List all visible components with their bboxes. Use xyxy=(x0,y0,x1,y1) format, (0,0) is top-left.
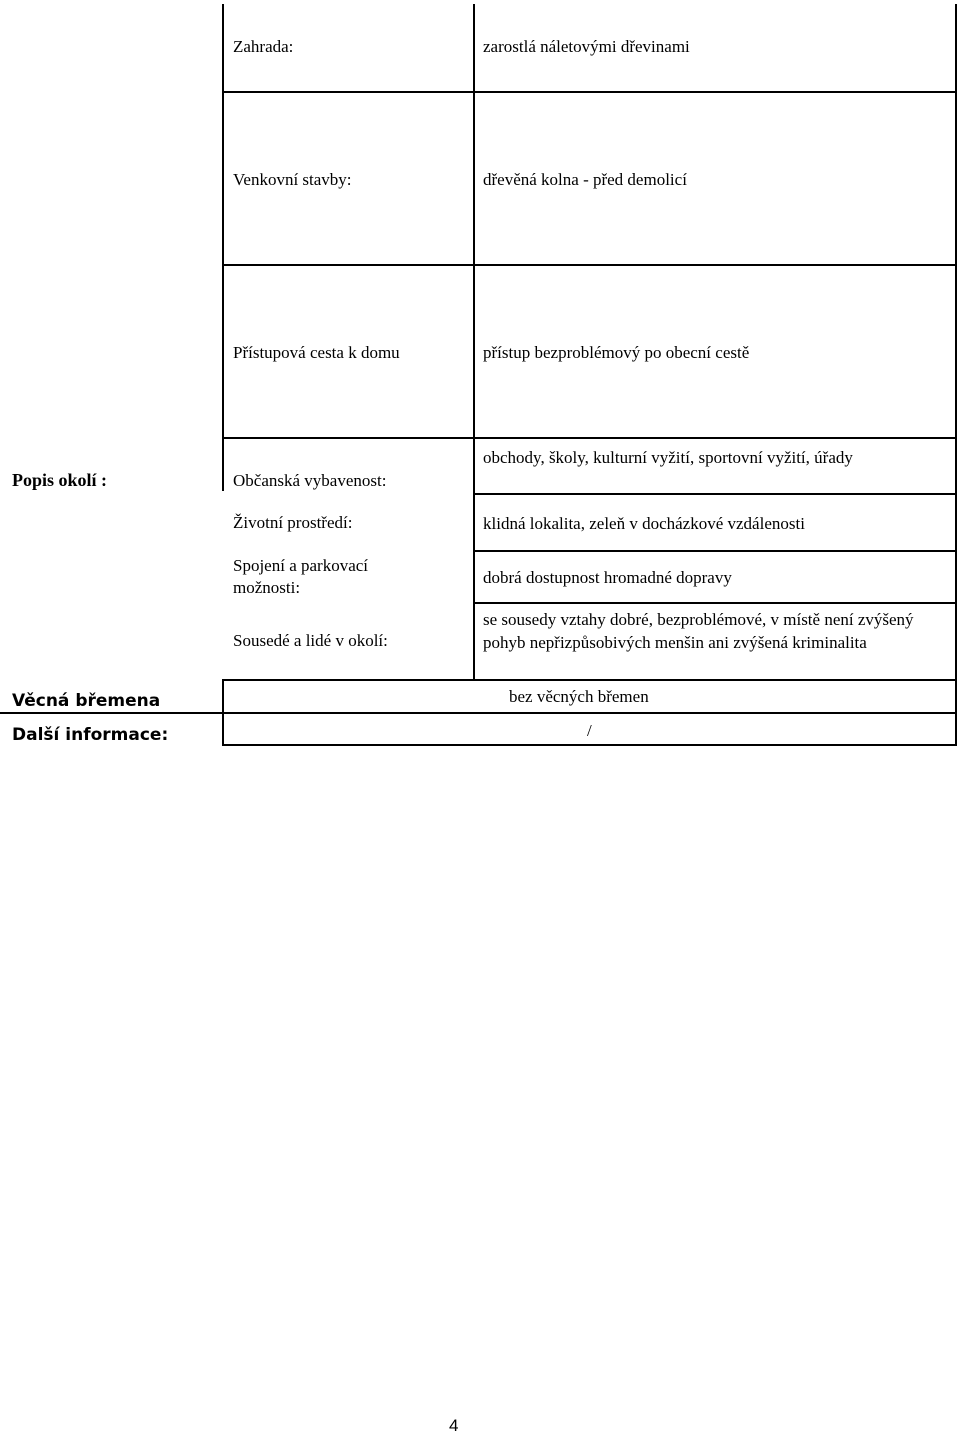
table-border-left xyxy=(222,4,224,438)
row-divider-3 xyxy=(222,437,957,439)
civic-amenities-value: obchody, školy, kulturní vyžití, sportovní vyžití, úřady xyxy=(483,448,853,467)
transport-parking-value: dobrá dostupnost hromadné dopravy xyxy=(483,568,732,587)
surroundings-value-left xyxy=(473,439,475,679)
neighbours-label: Sousedé a lidé v okolí: xyxy=(233,631,388,650)
easements-value: bez věcných břemen xyxy=(509,687,649,706)
surroundings-label-divider xyxy=(222,439,224,491)
civic-amenities-label: Občanská vybavenost: xyxy=(233,471,387,490)
row-divider-2 xyxy=(222,264,957,266)
table-border-right xyxy=(955,4,957,746)
table-border-middle xyxy=(473,4,475,438)
garden-label: Zahrada: xyxy=(233,37,294,56)
outbuildings-label: Venkovní stavby: xyxy=(233,170,352,189)
surroundings-divider-2 xyxy=(473,550,957,552)
access-road-value: přístup bezproblémový po obecní cestě xyxy=(483,343,750,362)
other-info-value: / xyxy=(587,721,592,740)
access-road-label: Přístupová cesta k domu xyxy=(233,343,400,362)
surroundings-divider-4 xyxy=(222,679,957,681)
environment-value: klidná lokalita, zeleň v docházkové vzdálenosti xyxy=(483,514,805,533)
other-info-bottom-border xyxy=(222,744,957,746)
surroundings-divider-3 xyxy=(473,602,957,604)
easements-label: Věcná břemena xyxy=(12,691,161,711)
row-divider-1 xyxy=(222,91,957,93)
easements-bottom-border xyxy=(0,712,957,714)
page-number: 4 xyxy=(449,1416,459,1435)
outbuildings-value: dřevěná kolna - před demolicí xyxy=(483,170,687,189)
neighbours-value: se sousedy vztahy dobré, bezproblémové, v místě není zvýšený pohyb nepřizpůsobivých menšin ani zvýšená kriminalita xyxy=(483,610,914,652)
surroundings-section-label: Popis okolí : xyxy=(12,470,108,490)
garden-value: zarostlá náletovými dřevinami xyxy=(483,37,690,56)
other-info-label: Další informace: xyxy=(12,725,169,745)
surroundings-divider-1 xyxy=(473,493,957,495)
transport-parking-label: Spojení a parkovací možnosti: xyxy=(233,556,369,597)
environment-label: Životní prostředí: xyxy=(233,513,353,532)
